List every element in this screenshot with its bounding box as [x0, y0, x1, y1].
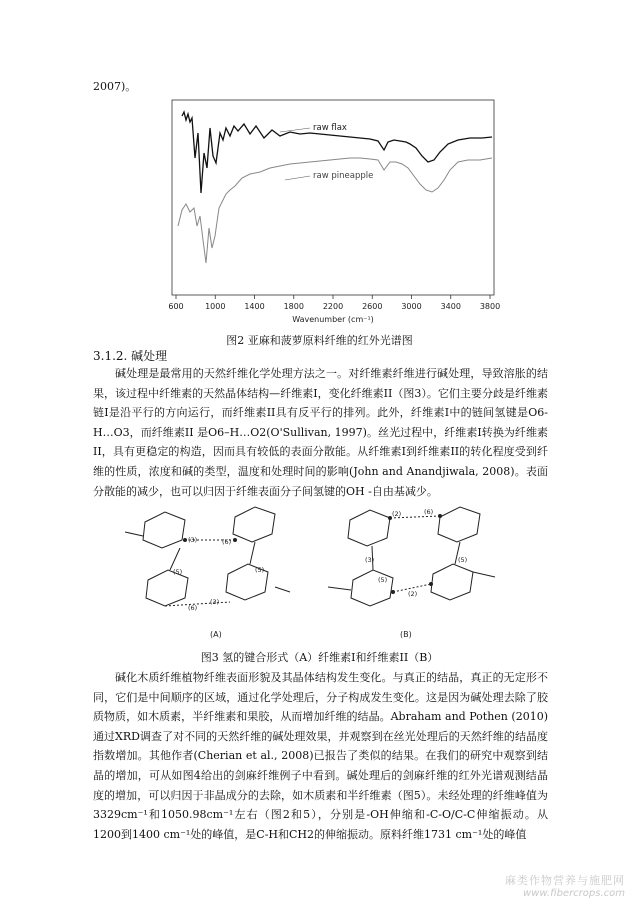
x-tick-label: 3400: [440, 302, 461, 311]
svg-text:(6): (6): [424, 508, 434, 516]
ring-b1: [348, 510, 390, 546]
x-tick-label: 2200: [322, 302, 344, 311]
svg-text:(6): (6): [222, 538, 232, 546]
svg-text:(3): (3): [210, 598, 220, 606]
x-axis-ticks: [168, 295, 500, 311]
legend-label-raw-flax: raw flax: [313, 123, 347, 133]
x-tick-label: 1800: [283, 302, 304, 311]
x-tick-label: 3800: [479, 302, 500, 311]
section-heading: 3.1.2. 碱处理: [93, 349, 168, 363]
ring-b2: [438, 507, 480, 542]
ir-spectrum-figure: [160, 98, 500, 328]
x-tick-label: 1000: [205, 302, 226, 311]
x-tick-label: 3000: [401, 302, 422, 311]
figure-3-caption: 图3 氢的键合形式（A）纤维素Ⅰ和纤维素II（B）: [200, 651, 439, 664]
x-tick-label: 2600: [362, 302, 383, 311]
ring-b4: [431, 564, 473, 600]
x-tick-label: 600: [168, 302, 184, 311]
watermark: [505, 872, 625, 899]
paragraph-2: [93, 668, 548, 844]
diagram-label-a: (A): [210, 630, 222, 639]
x-tick-label: 1400: [244, 302, 265, 311]
svg-text:(2): (2): [392, 510, 402, 518]
diagram-label-b: (B): [400, 630, 412, 639]
svg-text:(6): (6): [188, 604, 198, 612]
x-axis-label: Wavenumber (cm⁻¹): [292, 315, 374, 324]
paragraph-1: [93, 364, 548, 501]
paragraph-2-text: 碱化木质纤维植物纤维表面形貌及其晶体结构发生变化。与真正的结晶，真正的无定形不同，它们是中间顺序的区域，通过化学处理后，分子构成发生变化。这是因为碱处理去除了胶质物质，如木质素，半纤维素和果胶，从而增加纤维的结晶。Abraham and Pothen (2010) 通过XRD调查了对不同的天然纤维的碱处理效果，并观察到在丝光处理后的天然纤维的结晶度指数增加。其他作者(Cherian et al., 2008)已报告了类似的结果。在我们的研究中观察到结晶的增加，可从如图4给出的剑麻纤维例子中看到。碱处理后的剑麻纤维的红外光谱观测结晶度的增加，可以归因于非晶成分的去除，如木质素和半纤维素（图5）。未经处理的纤维峰值为3329cm⁻¹和1050.98cm⁻¹左右（图2和5），分别是-OH伸缩和-C-O/C-C伸缩振动。从1200到1400 cm⁻¹处的峰值，是C-H和CH2的伸缩振动。原料纤维1731 cm⁻¹处的峰值: [93, 671, 548, 841]
ring-a2: [233, 507, 275, 542]
ir-spectrum-plot: [160, 98, 500, 328]
svg-text:(5): (5): [378, 576, 388, 584]
paragraph-1-text: 碱处理是最常用的天然纤维化学处理方法之一。对纤维素纤维进行碱处理，导致溶胀的结果，该过程中纤维素的天然晶体结构—纤维素Ⅰ，变化纤维素II（图3）。它们主要分歧是纤维素链Ⅰ是沿平行的方向运行，而纤维素II具有反平行的排列。此外，纤维素Ⅰ中的链间氢键是O6-H…O3，而纤维素II 是O6–H…O2(O'Sullivan, 1997)。丝光过程中，纤维素Ⅰ转换为纤维素II，具有更稳定的构造，因而具有较低的表面分散能。从纤维素Ⅰ到纤维素II的转化程度受到纤维的性质，浓度和碱的类型，温度和处理时间的影响(John and Anandjiwala, 2008)。表面分散能的减少，也可以归因于纤维表面分子间氢键的OH -自由基减少。: [93, 367, 548, 498]
svg-text:(5): (5): [255, 566, 265, 574]
ring-a1: [143, 512, 185, 548]
top-fragment: 2007)。: [93, 80, 137, 93]
watermark-site-name: 麻类作物营养与施肥网: [505, 874, 625, 887]
svg-text:(3): (3): [188, 536, 198, 544]
svg-text:(2): (2): [408, 590, 418, 598]
figure-2-caption: 图2 亚麻和菠萝原料纤维的红外光谱图: [226, 334, 413, 347]
watermark-url: www.fibercrops.com: [523, 888, 625, 899]
svg-text:(5): (5): [458, 556, 468, 564]
hydrogen-bonding-figure: [110, 492, 530, 642]
hydrogen-bonding-diagram: [110, 492, 530, 642]
svg-text:(5): (5): [173, 568, 183, 576]
legend-label-raw-pineapple: raw pineapple: [313, 171, 374, 181]
svg-text:(3): (3): [365, 556, 375, 564]
